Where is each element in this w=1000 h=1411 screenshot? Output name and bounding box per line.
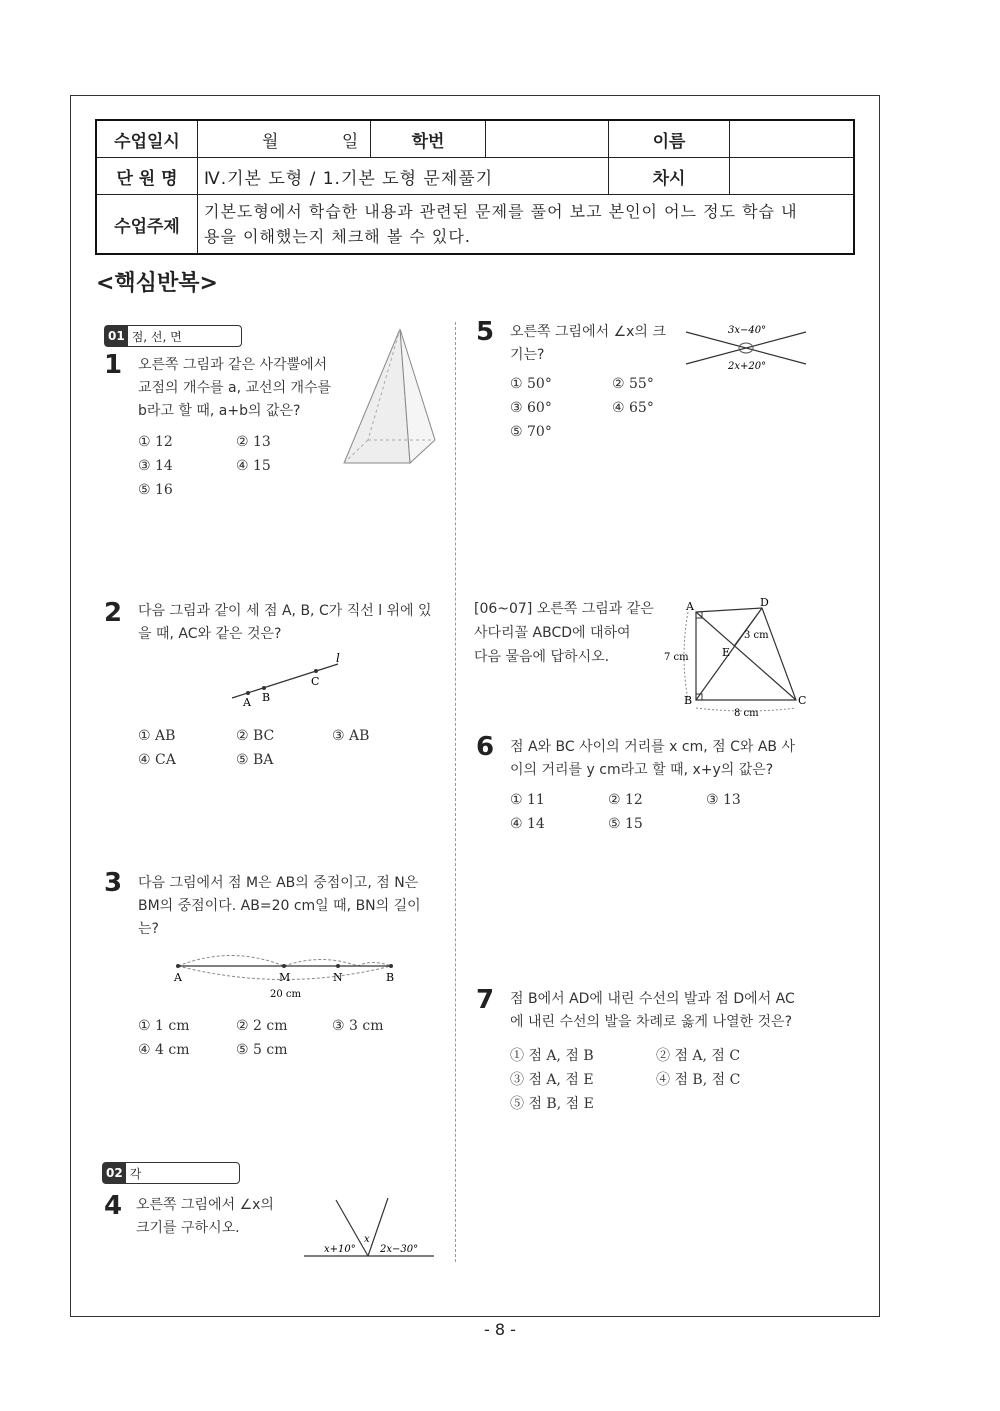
q7-option[interactable]: ② 점 A, 점 C <box>656 1048 741 1064</box>
q5-option[interactable]: ① 50° <box>510 376 552 392</box>
q67-line: [06~07] 오른쪽 그림과 같은 <box>474 601 654 617</box>
q7-line: 점 B에서 AD에 내린 수선의 발과 점 D에서 AC <box>510 991 795 1007</box>
tag-angle <box>102 1162 240 1184</box>
q2-option[interactable]: ② BC <box>236 728 275 744</box>
q7-option[interactable]: ⑤ 점 B, 점 E <box>510 1096 594 1112</box>
q2-line: 다음 그림과 같이 세 점 A, B, C가 직선 l 위에 있 <box>138 603 432 619</box>
lesson-header-table <box>95 119 855 255</box>
q1-option[interactable]: ② 13 <box>236 434 271 450</box>
q5-number: 5 <box>476 317 495 347</box>
left-angle-label: x+10° <box>324 1244 356 1255</box>
q1-line: b라고 할 때, a+b의 값은? <box>138 403 301 419</box>
unit-value: Ⅳ.기본 도형 / 1.기본 도형 문제풀기 <box>198 158 609 195</box>
q1-line: 오른쪽 그림과 같은 사각뿔에서 <box>138 357 328 373</box>
q5-intersecting-lines-figure <box>684 322 810 374</box>
q6-line: 점 A와 BC 사이의 거리를 x cm, 점 C와 AB 사 <box>510 739 796 755</box>
q5-line: 오른쪽 그림에서 ∠x의 크 <box>510 324 666 340</box>
q6-option[interactable]: ④ 14 <box>510 816 545 832</box>
page-number: - 8 - <box>484 1320 516 1339</box>
q6-number: 6 <box>476 732 495 762</box>
point-b-label: B <box>386 971 395 984</box>
q3-line: BM의 중점이다. AB=20 cm일 때, BN의 길이 <box>138 898 421 914</box>
date-field[interactable] <box>198 120 371 158</box>
q4-number: 4 <box>104 1191 123 1221</box>
point-b-label: B <box>262 691 271 704</box>
q4-angle-figure <box>304 1198 436 1260</box>
trapezoid-figure <box>664 598 814 718</box>
q7-option[interactable]: ④ 점 B, 점 C <box>656 1072 741 1088</box>
point-b-label: B <box>684 694 693 707</box>
q5-option[interactable]: ③ 60° <box>510 400 552 416</box>
column-divider <box>455 322 456 1262</box>
q67-line: 다음 물음에 답하시오. <box>474 649 610 665</box>
q2-option[interactable]: ⑤ BA <box>236 752 274 768</box>
q1-option[interactable]: ⑤ 16 <box>138 482 173 498</box>
q3-text <box>138 872 421 941</box>
q67-line: 사다리꼴 ABCD에 대하여 <box>474 625 631 641</box>
q2-number: 2 <box>104 598 123 628</box>
day-label: 일 <box>341 131 359 152</box>
point-a-label: A <box>174 971 182 984</box>
tag-points-lines-planes <box>104 325 242 347</box>
date-label: 수업일시 <box>96 120 198 158</box>
q5-text <box>510 321 666 367</box>
month-label: 월 <box>262 131 279 152</box>
q4-text <box>136 1194 274 1240</box>
q7-option[interactable]: ③ 점 A, 점 E <box>510 1072 594 1088</box>
topic-line-2: 용을 이해했는지 체크해 볼 수 있다. <box>204 227 471 246</box>
topic-text <box>198 195 855 255</box>
q3-line: 다음 그림에서 점 M은 AB의 중점이고, 점 N은 <box>138 875 419 891</box>
right-angle-label: 2x−30° <box>380 1244 419 1255</box>
q1-number: 1 <box>104 350 123 380</box>
q2-line: 을 때, AC와 같은 것은? <box>138 626 282 642</box>
point-e-label: E <box>722 646 731 659</box>
q6-option[interactable]: ③ 13 <box>706 792 741 808</box>
point-d-label: D <box>760 596 769 609</box>
q4-line: 오른쪽 그림에서 ∠x의 <box>136 1197 274 1213</box>
top-angle-label: 3x−40° <box>728 325 767 336</box>
point-c-label: C <box>311 675 320 688</box>
q6-line: 이의 거리를 y cm라고 할 때, x+y의 값은? <box>510 762 774 778</box>
q2-option[interactable]: ④ CA <box>138 752 176 768</box>
student-id-label: 학번 <box>371 120 486 158</box>
q67-instructions <box>474 597 654 669</box>
q2-text <box>138 600 432 646</box>
q7-option[interactable]: ① 점 A, 점 B <box>510 1048 594 1064</box>
q7-number: 7 <box>476 985 495 1015</box>
q6-text <box>510 736 795 782</box>
q2-line-figure <box>228 651 348 709</box>
period-field[interactable] <box>730 158 855 195</box>
q1-option[interactable]: ④ 15 <box>236 458 271 474</box>
q2-option[interactable]: ① AB <box>138 728 176 744</box>
length-label: 20 cm <box>270 989 301 1000</box>
x-angle-label: x <box>364 1234 370 1245</box>
topic-line-1: 기본도형에서 학습한 내용과 관련된 문제를 풀어 보고 본인이 어느 정도 학습 내 <box>204 202 798 221</box>
q3-option[interactable]: ② 2 cm <box>236 1018 288 1034</box>
q3-option[interactable]: ① 1 cm <box>138 1018 190 1034</box>
q7-line: 에 내린 수선의 발을 차례로 옳게 나열한 것은? <box>510 1014 793 1030</box>
q6-option[interactable]: ⑤ 15 <box>608 816 643 832</box>
q5-option[interactable]: ④ 65° <box>612 400 654 416</box>
q1-option[interactable]: ③ 14 <box>138 458 173 474</box>
tag-number: 01 <box>105 326 128 346</box>
name-label: 이름 <box>609 120 730 158</box>
height-label: 7 cm <box>664 652 689 663</box>
q5-option[interactable]: ⑤ 70° <box>510 424 552 440</box>
q1-line: 교점의 개수를 a, 교선의 개수를 <box>138 380 332 396</box>
q3-segment-figure <box>166 945 406 1003</box>
section-title: <핵심반복> <box>96 271 218 296</box>
point-m-label: M <box>279 971 291 984</box>
q1-option[interactable]: ① 12 <box>138 434 173 450</box>
point-n-label: N <box>333 971 343 984</box>
q5-line: 기는? <box>510 347 545 363</box>
q3-option[interactable]: ⑤ 5 cm <box>236 1042 288 1058</box>
point-c-label: C <box>798 694 807 707</box>
base-label: 8 cm <box>734 708 759 719</box>
point-a-label: A <box>243 696 251 709</box>
topic-label: 수업주제 <box>96 195 198 255</box>
q7-text <box>510 988 795 1034</box>
tag-label: 점, 선, 면 <box>131 329 182 344</box>
period-label: 차시 <box>609 158 730 195</box>
q3-option[interactable]: ③ 3 cm <box>332 1018 384 1034</box>
q1-text <box>138 354 331 423</box>
tag-number: 02 <box>103 1163 126 1183</box>
q5-option[interactable]: ② 55° <box>612 376 654 392</box>
q6-option[interactable]: ① 11 <box>510 792 545 808</box>
q3-number: 3 <box>104 868 123 898</box>
q3-line: 는? <box>138 921 159 937</box>
line-l-label: l <box>336 651 340 665</box>
pyramid-figure <box>340 325 440 470</box>
bottom-angle-label: 2x+20° <box>728 361 767 372</box>
tag-label: 각 <box>129 1166 142 1181</box>
point-a-label: A <box>686 600 694 613</box>
q3-option[interactable]: ④ 4 cm <box>138 1042 190 1058</box>
distance-label: 3 cm <box>744 630 769 641</box>
q6-option[interactable]: ② 12 <box>608 792 643 808</box>
student-id-field[interactable] <box>486 120 609 158</box>
name-field[interactable] <box>730 120 855 158</box>
q4-line: 크기를 구하시오. <box>136 1220 240 1236</box>
unit-label: 단 원 명 <box>96 158 198 195</box>
q2-option[interactable]: ③ AB <box>332 728 370 744</box>
